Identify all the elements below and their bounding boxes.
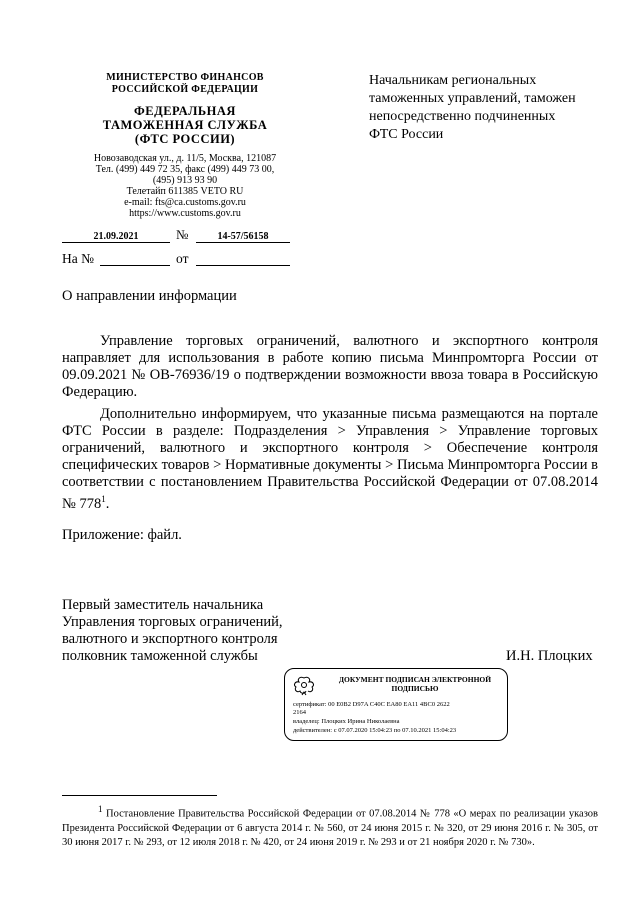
service-line: ФЕДЕРАЛЬНАЯ bbox=[134, 104, 236, 118]
footnote-ref: 1 bbox=[101, 494, 106, 504]
teletype: Телетайп 611385 VETO RU bbox=[126, 186, 244, 197]
ref-number-line bbox=[100, 265, 170, 266]
contact-block bbox=[70, 153, 300, 219]
signatory-line: полковник таможенной службы bbox=[62, 648, 258, 664]
recipient-line: ФТС России bbox=[369, 127, 444, 142]
recipient-line: непосредственно подчиненных bbox=[369, 109, 556, 124]
ministry-line: РОССИЙСКОЙ ФЕДЕРАЦИИ bbox=[111, 84, 259, 95]
service-name bbox=[70, 104, 300, 146]
signatory-line: Первый заместитель начальника bbox=[62, 597, 264, 613]
ministry-line: МИНИСТЕРСТВО ФИНАНСОВ bbox=[106, 72, 264, 83]
stamp-certificate: сертификат: 00 E0B2 D97A C40C EA80 EA11 4BC0 2622 bbox=[293, 701, 450, 708]
e-signature-stamp bbox=[284, 668, 508, 741]
recipient-block bbox=[369, 72, 619, 144]
doc-date: 21.09.2021 bbox=[62, 231, 170, 243]
signatory-line: Управления торговых ограничений, bbox=[62, 614, 283, 630]
footnote-text: Постановление Правительства Российской Федерации от 07.08.2014 № 778 «О мерах по реализации указов Президента Российской Федерации от 6 августа 2014 г. № 560, от 24 июня 2015 г. № 320, от 29 июня 2016 г. № 305, от 30 июня 2017 г. № 293, от 12 июля 2018 г. № 420, от 24 июня 2019 г. № 293 и от 21 ноября 2020 г. № 730». bbox=[62, 808, 598, 848]
phone-line: (495) 913 93 90 bbox=[152, 175, 218, 186]
service-line: ТАМОЖЕННАЯ СЛУЖБА bbox=[102, 118, 268, 132]
phone-line: Тел. (499) 449 72 35, факс (499) 449 73 00, bbox=[95, 164, 275, 175]
stamp-title-line: ПОДПИСЬЮ bbox=[391, 684, 439, 693]
footnote-mark: 1 bbox=[98, 804, 103, 814]
body-paragraph-1: Управление торговых ограничений, валютного и экспортного контроля направляет для использования в работе копию письма Минпромторга России от 09.09.2021 № ОВ-76936/19 о подтверждении возможности ввоза товара в Российскую Федерацию. bbox=[62, 333, 598, 400]
signatory-title bbox=[62, 597, 283, 665]
attachment-note: Приложение: файл. bbox=[62, 527, 182, 543]
subject-line: О направлении информации bbox=[62, 288, 237, 304]
ref-date-line bbox=[196, 265, 290, 266]
signatory-name: И.Н. Плоцких bbox=[506, 648, 593, 664]
stamp-title bbox=[325, 675, 505, 693]
body-paragraph-2: Дополнительно информируем, что указанные письма размещаются на портале ФТС России в разделе: Подразделения > Управления > Управление торговых ограничений, валютного и экспортного контроля > Обеспечение контроля специфических товаров > Нормативные документы > Письма Минпромторга России в соответствии с постановлением Правительства Российской Федерации от 07.08.2014 № $778^1$. bbox=[62, 406, 598, 512]
ministry-name bbox=[70, 72, 300, 96]
from-label: от bbox=[176, 251, 189, 266]
address: Новозаводская ул., д. 11/5, Москва, 121087 bbox=[93, 153, 277, 164]
recipient-line: таможенных управлений, таможен bbox=[369, 91, 576, 106]
stamp-title-line: ДОКУМЕНТ ПОДПИСАН ЭЛЕКТРОННОЙ bbox=[338, 675, 492, 684]
recipient-line: Начальникам региональных bbox=[369, 73, 537, 88]
footnote bbox=[62, 802, 598, 850]
doc-number: 14-57/56158 bbox=[196, 231, 290, 243]
service-line: (ФТС РОССИИ) bbox=[134, 132, 236, 146]
emblem-icon bbox=[291, 675, 317, 697]
number-sign: № bbox=[176, 227, 189, 242]
signatory-line: валютного и экспортного контроля bbox=[62, 631, 278, 647]
email: e-mail: fts@ca.customs.gov.ru bbox=[124, 197, 246, 208]
stamp-validity: действителен: с 07.07.2020 15:04:23 по 07.10.2021 15:04:23 bbox=[293, 727, 457, 734]
body-paragraph-2-text: Дополнительно информируем, что указанные письма размещаются на портале ФТС России в разделе: Подразделения > Управления > Управление торговых ограничений, валютного и экспортного контроля > Обеспечение контроля специфических товаров > Нормативные документы > Письма Минпромторга России в соответствии с постановлением Правительства Российской Федерации от 07.08.2014 № 778 bbox=[62, 406, 598, 512]
stamp-owner: владелец: Плоцких Ирина Николаевна bbox=[293, 718, 400, 725]
footnote-separator bbox=[62, 795, 217, 796]
stamp-certificate-cont: 2164 bbox=[293, 709, 306, 716]
website: https://www.customs.gov.ru bbox=[129, 208, 241, 219]
ref-label: На № bbox=[62, 251, 94, 266]
